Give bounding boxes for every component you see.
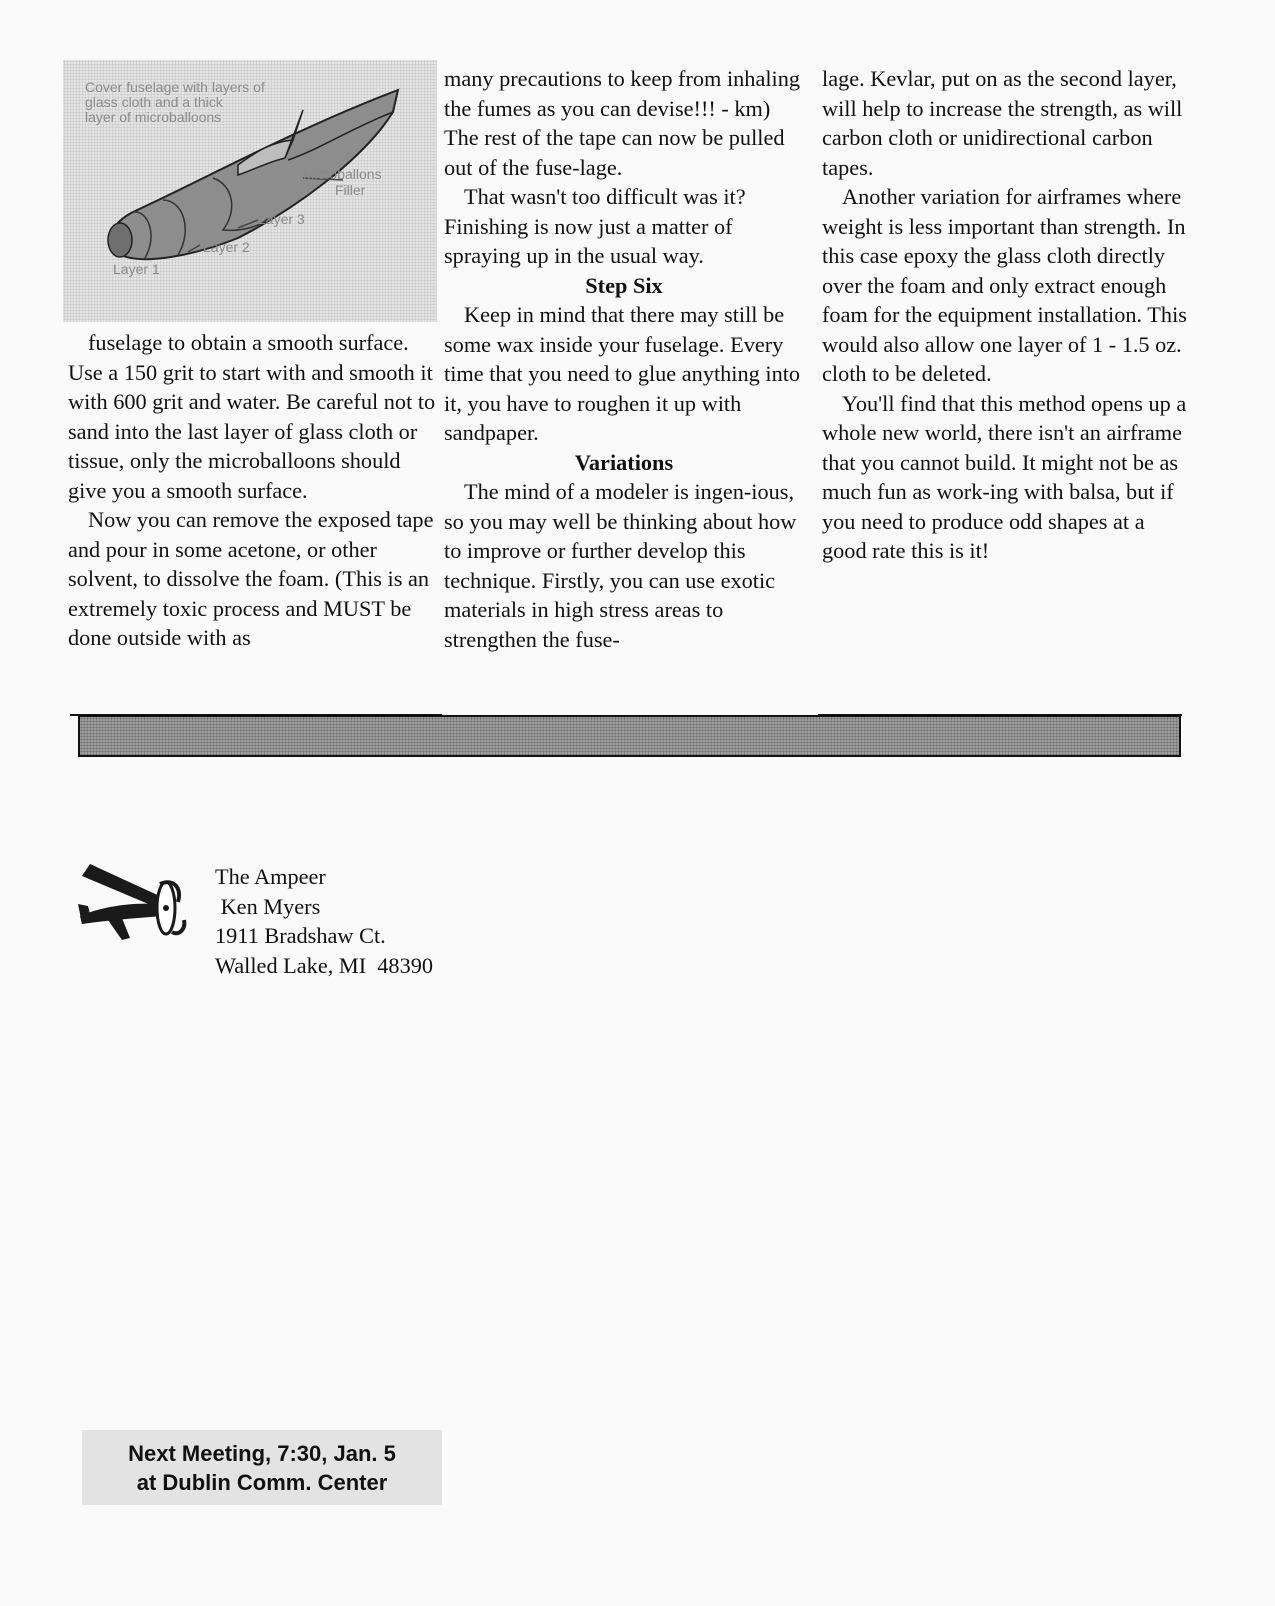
label-layer3: Layer 3 <box>258 211 305 227</box>
paragraph: Now you can remove the exposed tape and pour in some acetone, or other solvent, to dissolve the foam. (This is an extremely toxic process and MUST be done outside with as <box>68 507 434 650</box>
paragraph: lage. Kevlar, put on as the second layer, will help to increase the strength, as will carbon cloth or unidirectional carbon tapes. <box>822 66 1183 180</box>
address-line: Ken Myers <box>215 893 321 919</box>
paragraph: The mind of a modeler is ingen-ious, so you may well be thinking about how to improve or further develop this technique. Firstly, you can use exotic materials in high stress areas to strengthen the fuse- <box>444 479 797 652</box>
next-meeting-box <box>82 1430 442 1505</box>
paragraph: You'll find that this method opens up a whole new world, there isn't an airframe that you cannot build. It might not be as much fun as work-ing with balsa, but if you need to produce odd shapes at a good rate this is it! <box>822 390 1187 563</box>
airplane-logo-icon <box>78 858 188 940</box>
fuselage-diagram <box>63 60 437 322</box>
address-line: Walled Lake, MI 48390 <box>215 952 434 978</box>
section-heading-step-six: Step Six <box>585 272 663 298</box>
label-filler: Filler <box>335 182 366 198</box>
paragraph: Another variation for airframes where weight is less important than strength. In this case epoxy the glass cloth directly over the foam and only extract enough foam for the equipment installation. This would also allow one layer of 1 - 1.5 oz. cloth to be deleted. <box>822 184 1187 386</box>
meeting-line: at Dublin Comm. Center <box>136 1470 388 1495</box>
section-heading-variations: Variations <box>574 449 674 475</box>
paragraph: That wasn't too difficult was it? Finishing is now just a matter of spraying up in the usual way. <box>444 184 746 268</box>
label-layer2: Layer 2 <box>203 239 250 255</box>
label-layer1: Layer 1 <box>113 261 160 277</box>
mailing-address <box>215 862 433 980</box>
address-line: 1911 Bradshaw Ct. <box>215 923 386 948</box>
column-2 <box>444 64 804 654</box>
address-line: The Ampeer <box>215 864 326 889</box>
figure-caption: Cover fuselage with layers of glass cloth and a thick layer of microballoons <box>85 79 265 125</box>
section-divider-bar <box>78 715 1181 757</box>
paragraph: fuselage to obtain a smooth surface. Use a 150 grit to start with and smooth it with 600 grit and water. Be careful not to sand into the last layer of glass cloth or tissue, only the microballoons should give you a smooth surface. <box>68 330 436 503</box>
meeting-line: Next Meeting, 7:30, Jan. 5 <box>128 1441 396 1466</box>
paragraph: many precautions to keep from inhaling the fumes as you can devise!!! - km) The rest of the tape can now be pulled out of the fuse-lage. <box>444 66 801 180</box>
label-microballoons: Microballons <box>303 166 382 182</box>
column-3 <box>822 64 1192 566</box>
column-1 <box>68 328 438 653</box>
paragraph: Keep in mind that there may still be some wax inside your fuselage. Every time that you need to glue anything into it, you have to roughen it up with sandpaper. <box>444 302 801 445</box>
